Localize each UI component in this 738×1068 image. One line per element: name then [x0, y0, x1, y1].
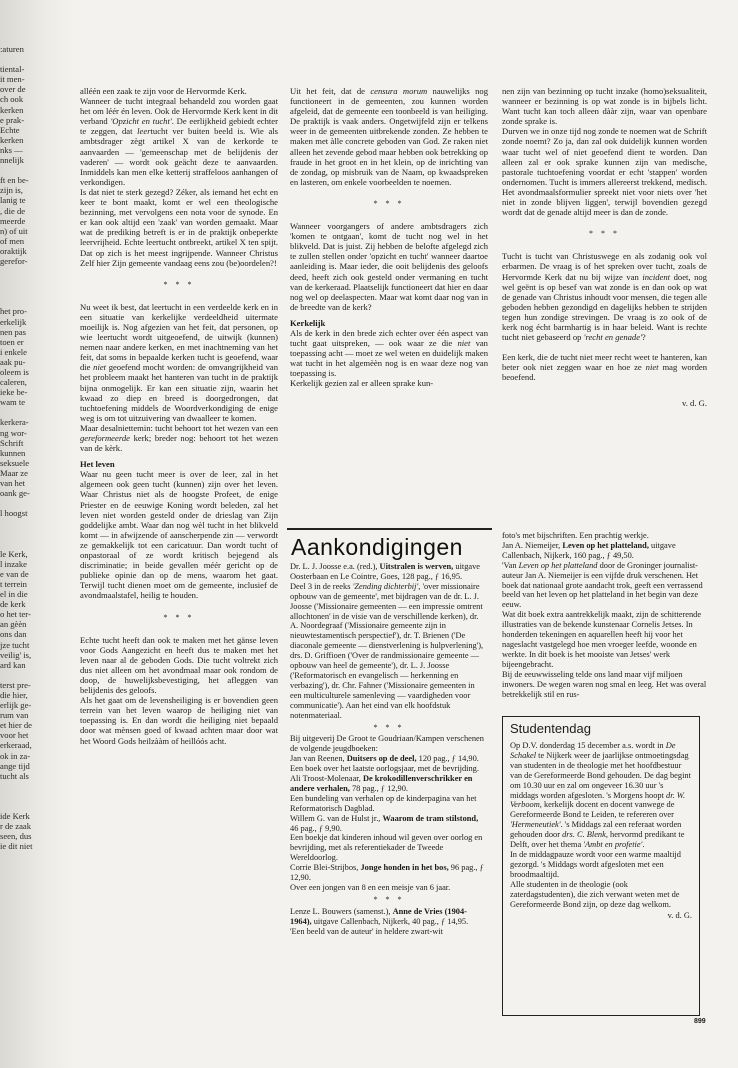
fragment-line: oank ge- [0, 488, 30, 499]
fragment-line: r de zaak [0, 821, 32, 832]
fragment-line: van het [0, 478, 26, 489]
fragment-line: l hoogst [0, 508, 28, 519]
page-number: 899 [694, 1018, 706, 1025]
studentendag-box [502, 716, 700, 1016]
fragment-line: ng wor- [0, 427, 27, 438]
fragment-line: ons dan [0, 629, 27, 640]
fragment-line: l inzake [0, 558, 27, 569]
announcement-entry: Jan A. Niemeijer, Leven op het platteland, uitgave Callenbach, Nijkerk, 160 pag., ƒ 49,50. [502, 540, 676, 560]
fragment-line: voor het [0, 730, 29, 741]
section-divider: * * * [373, 894, 405, 904]
announcement-entry: 'Een beeld van de auteur' in heldere zwart-wit [290, 926, 443, 936]
fragment-line: kerken [0, 104, 24, 115]
paragraph: Tucht is tucht van Christuswege en als zodanig ook vol erbarmen. De vraag is of het spreken over tucht, zoals de Hervormde Kerk dat nu bij wijze van incident doet, nog wel geënt is op besef van wat zonde is en dan ook op wat de genade van Christus inhoudt voor mensen, die tegen alle geboden hebben gezondigd en dagelijks hebben te strijden tegen hun zondige strevingen. De vraag is zo ook of de kerk nog écht barmhartig is in haar beleid. Want is rechte tucht niet gebaseerd op 'recht en genade'? [502, 251, 707, 343]
fragment-line: tucht als [0, 770, 29, 781]
section-divider: * * * [589, 229, 620, 239]
paragraph: Durven we in onze tijd nog zonde te noemen wat de Schrift zonde noemt? Zo ja, dan zal ook duidelijk kunnen worden waar tucht wel of niet geoefend dient te worden. Dan alleen zal er ook sprake kunnen zijn van medische, pastorale tuchtoefening voordat er echt 'stappen' worden ondernomen. Tucht is immers allereerst trekkend, medisch. Het avondmaalsformulier spreekt niet voor niets over 'het niet in zonde blijven liggen', terwijl bovendien gezegd wordt dat de genade altijd meer is dan de zonde. [502, 126, 707, 218]
article-column-3 [502, 86, 707, 409]
fragment-line: an gèèn [0, 619, 27, 630]
fragment-line: t terrein [0, 578, 27, 589]
fragment-line: , die de [0, 205, 26, 216]
fragment-line: lanig te [0, 195, 26, 206]
fragment-line: over de [0, 84, 26, 95]
fragment-line [0, 286, 66, 296]
fragment-line: ft en be- [0, 175, 29, 186]
fragment-line: wam te [0, 397, 26, 408]
fragment-line [0, 670, 66, 680]
announcement-entry: Jan van Reenen, Duitsers op de deel, 120 pag., ƒ 14,90. [290, 754, 479, 764]
fragment-line: n) of uit [0, 225, 28, 236]
announcement-entry: Wat dit boek extra aantrekkelijk maakt, zijn de schitterende illustraties van de bekende kunstenaar Cornelis Jetses. In honderden tekeningen en aquarellen heeft hij voor het nageslacht vastgelegd hoe men vroeger leefde, woonde en werkte. In dit boek is het mooiste van Jetses' werk bijeengebracht. [502, 610, 702, 669]
paragraph: Als de kerk in den brede zich echter over één aspect van tucht gaat uitspreken, — ook waar ze die niet van toepassing acht — moet ze wel weten en duidelijk maken wat tucht in het algemèèn nog is en waar deze nog van toepassing is. [290, 327, 488, 379]
fragment-line [0, 498, 66, 508]
fragment-line: jze tucht [0, 639, 30, 650]
announcement-entry: 'Van Leven op het platteland door de Groninger journalist-auteur Jan A. Niemeijer is een vijfde druk verschenen. Het boek dat nationaal grote aandacht trok, geeft een verrassend beeld van het leven op het platteland in het begin van deze eeuw. [502, 560, 703, 610]
studentendag-signature: v. d. G. [667, 911, 692, 921]
paragraph: In de middagpauze wordt voor een warme maaltijd gezorgd. 's Middags wordt afgesloten met een broodmaaltijd. [510, 849, 681, 879]
fragment-line [0, 165, 66, 175]
fragment-line: seen, dus [0, 831, 32, 842]
fragment-line: meerde [0, 215, 26, 226]
subheading: Kerkelijk [290, 317, 326, 328]
fragment-line: ieke be- [0, 387, 28, 398]
fragment-line: caleren, [0, 377, 27, 388]
announcement-entry: Een bundeling van verhalen op de kinderpagina van het Reformatorisch Dagblad. [290, 793, 477, 813]
announcement-entry: Bij uitgeverij De Groot te Goudriaan/Kampen verschenen de volgende jeugdboeken: [290, 734, 484, 754]
fragment-line: erlijk ge- [0, 700, 32, 711]
announcement-entry: Over een jongen van 8 en een meisje van 6 jaar. [290, 883, 451, 892]
fragment-line [0, 276, 66, 286]
announcement-entry: Ali Troost-Molenaar, De krokodillenverschrikker en andere verhalen, 78 pag., ƒ 12,90. [290, 774, 473, 793]
fragment-line: oraktijk [0, 245, 27, 256]
fragment-line [0, 407, 66, 417]
paragraph: Nu weet ik best, dat leertucht in een verdeelde kerk en in een situatie van kerkelijke verdeeldheid uitermate moeilijk is. Nog afgezien van het feit, dat personen, op wie leertucht wordt uitgeoefend, de uitwijk (kunnen) nemen naar andere kerken, en met inachtneming van het feit, dat soms in bepaalde kerken tucht is geoefend, waar die niet geoefend mocht worden: de omvangrijkheid van het probleem maakt het hanteren van tucht in de praktijk bijna onmogelijk. Er kan een situatie zijn, waarin het kwaad zo diep en breed is doorgedrongen, dat tuchtoefening middels de Woordverkondiging de enige weg is om tot uitzuivering van dwaalleer te komen. [80, 301, 278, 423]
subheading: Het leven [80, 459, 115, 470]
article-column-2 [290, 86, 488, 389]
studentendag-body [510, 741, 692, 921]
announcement-entry: Willem G. van de Hulst jr., Waarom de tram stilstond, 46 pag., ƒ 9,90. [290, 813, 479, 833]
paragraph: Wanneer voorgangers of andere ambtsdragers zich 'komen te ontgaan', komt de tucht nog wel in het blikveld. Dat is juist. Zij hebben de belofte afgelegd zich te zullen stellen onder 'opzicht en tucht' wanneer daartoe aanleiding is. Maar ieder, die ooit belijdenis des geloofs deed, heeft zich ook gesteld onder vermaning en tucht van de kerkeraad. Plaatselijk functioneert dat hier en daar nog wel op deelaspecten. Maar wat komt daar nog van in de breedte van de kerk? [290, 221, 488, 312]
fragment-line: Echte [0, 124, 20, 135]
fragment-line: erkeraad, [0, 740, 32, 751]
section-divider: * * * [163, 279, 195, 289]
fragment-line [0, 539, 66, 549]
fragment-line: tiental- [0, 64, 25, 75]
announcement-entry: Dr. L. J. Joosse e.a. (red.), Uitstralen is werven, uitgave Oosterbaan en Le Cointre, Goes, 128 pag., ƒ 16,95. [290, 562, 481, 581]
paragraph: nen zijn van bezinning op tucht inzake (homo)seksualiteit, wanneer er bezinning is op wat zonde is in bijbels licht. Want tucht kan toch alleen dààr zijn, waar van openbare zonde sprake is. [502, 86, 707, 127]
paragraph: alléén een zaak te zijn voor de Hervormde Kerk. [80, 86, 247, 96]
fragment-line [0, 801, 66, 811]
fragment-line: gerefor- [0, 255, 28, 266]
fragment-line: i enkele [0, 346, 27, 357]
paragraph: Is dat niet te sterk gezegd? Zéker, als iemand het echt en keer te bont maakt, komt er wel een theologische bezinning, met vervolgens een nota voor de synode. En er kan ook altijd een 'zaak' van worden gemaakt. Maar wat de prediking betreft is er in de praktijk onbeperkte leervrijheid. Echte leertucht ontbreekt, artikel X ten spijt. Dat op zich is het meest ingrijpende. Wanneer Christus Zelf hier Zijn gemeente vandaag eens zou (be)oordelen?! [80, 186, 278, 268]
announcements-rule [287, 528, 492, 530]
announcement-entry: Deel 3 in de reeks 'Zending dichterbij', 'over missionaire opbouw van de gemeente', met bijdragen van de dr. L. J. Joosse ('Missionaire gemeenten — een impressie omtrent allochtonen' in de visie van de verschillende kerken), dr. A. Noordegraaf ('Missionaire gemeente zijn in nieuwtestamentisch perspectief'), dr. T. Brienen ('De diaconale gemeente — dienstverlening is hulpverlening'), drs. D. Griffioen ('Over de randmissionaire gemeente — opbouw van heel de gemeente'), dr. L. J. Joosse ('Reformatorisch en evangelisch — herkenning en verbazing'), dr. Chr. Fahner ('Missionaire gemeenten in een multiculturele samenleving — vaardigheden voor communicatie'). Aan het eind van elk hoofdstuk notenmateriaal. [290, 581, 484, 720]
fragment-line: veilig' is, [0, 649, 32, 660]
fragment-line [0, 266, 66, 276]
fragment-line: de kerk [0, 599, 26, 610]
announcement-entry: foto's met bijschriften. Een prachtig werkje. [502, 531, 649, 540]
paragraph: Kerkelijk gezien zal er alleen sprake kun- [290, 378, 434, 389]
fragment-line: erkelijk [0, 316, 27, 327]
fragment-line: seksuele [0, 457, 30, 468]
section-divider: * * * [373, 198, 405, 208]
fragment-line [0, 54, 66, 64]
paragraph: Maar desalniettemin: tucht behoort tot het wezen van een gereformeerde kerk; breder nog: behoort tot het wezen van de kèrk. [80, 422, 278, 454]
announcement-entry: Een boek over het laatste oorlogsjaar, met de bevrijding. [290, 764, 479, 774]
fragment-line: het pro- [0, 306, 27, 317]
fragment-line: ok in za- [0, 750, 31, 761]
announcements-column-1 [290, 562, 488, 937]
fragment-line: ard kan [0, 659, 26, 670]
fragment-line: ange tijd [0, 760, 30, 771]
article-column-1 [80, 86, 278, 746]
fragment-line: el in die [0, 589, 28, 600]
fragment-line: le Kerk, [0, 548, 28, 559]
fragment-line: aak pu- [0, 356, 26, 367]
paragraph: Alle studenten in de theologie (ook zaterdagstudenten), die zich verwant weten met de Gereformeerde Bond zijn, op deze dag welkom. [510, 879, 680, 909]
paragraph: Als het gaat om de levensheiliging is er bovendien geen terrein van het leven waarop de heiliging niet van toepassing is. En dan wordt die heiliging niet bepaald door wat mènsen goed of kwaad achten maar door wat het Woord Gods heilzààm of heillóós acht. [80, 695, 278, 746]
fragment-line: e prak- [0, 114, 25, 125]
fragment-line: terst pre- [0, 679, 31, 690]
fragment-line: rum van [0, 710, 29, 721]
fragment-line [0, 529, 66, 539]
fragment-line [0, 791, 66, 801]
article-signature: v. d. G. [682, 398, 707, 409]
paragraph: Uit het feit, dat de censura morum nauwelijks nog functioneert in de gemeenten, zou kunnen worden afgeleid, dat de gemeente een toonbeeld is van heiliging. De praktijk is vaak anders. Ongetwijfeld zijn er telkens weer in de gemeenten uitbrekende zonden. Ze hebben te maken met àlle concrete geboden van God. Ze raken niet alleen het zevende gebod maar hebben ook betrekking op fraude in het groot en in het klein, op de inrichting van de zondag, op misbruik van de Naam, op kwaadspreken en lasteren, om enkele voorbeelden te noemen. [290, 86, 488, 187]
fragment-line [0, 296, 66, 306]
paragraph: Echte tucht heeft dan ook te maken met het gänse leven voor Gods Aangezicht en heeft dus te maken met het leven naar al de geboden Gods. Die tucht voltrekt zich dus niet alleen om het avondmaal maar ook rondom de doop, de huwelijksbevestiging, het afleggen van belijdenis des geloofs. [80, 634, 278, 696]
fragment-line: kerkera- [0, 417, 29, 428]
fragment-line: Schrift [0, 437, 24, 448]
fragment-line: et hier de [0, 720, 32, 731]
fragment-line: kunnen [0, 447, 26, 458]
paragraph: Op D.V. donderdag 15 december a.s. wordt in De Schakel te Nijkerk weer de jaarlijkse ontmoetingsdag van studenten in de theologie met het hoofdbestuur van de Gereformeerde Bond gehouden. De dag begint om 10.30 uur en zal om ongeveer 16.30 uur 's middags worden afgesloten. 's Morgens hoopt dr. W. Verboom, kerkelijk docent en docent vanwege de Gereformeerde Bond te Leiden, te refereren over 'Hermeneutiek'. 's Middags zal een referaat worden gehouden door drs. C. Blenk, hervormd predikant te Delft, over het thema 'Ambt en profetie'. [510, 741, 691, 850]
fragment-line: die hier, [0, 690, 28, 700]
fragment-line: of men [0, 235, 25, 246]
announcement-entry: Lenze L. Bouwers (samenst.), Anne de Vries (1904-1964), uitgave Callenbach, Nijkerk, 40 pag., ƒ 14,95. [290, 906, 469, 926]
fragment-line: oleem is [0, 367, 29, 377]
studentendag-title: Studentendag [510, 721, 591, 736]
fragment-line: ie dit niet [0, 841, 33, 852]
fragment-line: nks — [0, 144, 23, 155]
fragment-line [0, 518, 66, 528]
fragment-line: zijn is, [0, 185, 23, 196]
fragment-line: Maar ze [0, 467, 28, 478]
fragment-line: nen pas [0, 326, 27, 337]
paragraph: Wanneer de tucht integraal behandeld zou worden gaat het om léér én leven. Ook de Hervormde Kerk kent in dit verband 'Opzicht en tucht'. De eerlijkheid gebiedt echter te zeggen, dat leertucht ver buiten beeld is. Wie als ambtsdrager zègt artikel X van de kerkorde te aanvaarden — 'gemeenschap met de belijdenis der vaderen' — wordt ook geächt deze te aanvaarden. Inmiddels kan men elke ketterij straffeloos aanhangen of verkondigen. [80, 96, 278, 187]
fragment-line: o het ter- [0, 609, 31, 620]
section-divider: * * * [373, 722, 405, 732]
fragment-line: it men- [0, 74, 25, 85]
fragment-line: ch ook [0, 94, 24, 105]
fragment-line: ide Kerk [0, 811, 30, 822]
fragment-line: :aturen [0, 44, 24, 54]
announcements-title: Aankondigingen [291, 534, 463, 560]
announcement-entry: Een boekje dat kinderen inhoud wil geven over oorlog en bevrijding, met als referentiekader de Tweede Wereldoorlog. [290, 833, 483, 863]
section-divider: * * * [163, 612, 195, 622]
announcement-entry: Corrie Blei-Strijbos, Jonge honden in het bos, 96 pag., ƒ 12,90. [290, 863, 484, 883]
fragment-line: e van de [0, 568, 29, 579]
fragment-line: kerken [0, 134, 24, 145]
announcements-column-2 [502, 531, 707, 699]
previous-page-fragments [0, 44, 66, 852]
fragment-line: nnelijk [0, 155, 24, 166]
paragraph: Waar nu geen tucht meer is over de leer, zal in het algemeen ook geen tucht (kunnen) zijn over het leven. Waar Christus niet als de hoogste Profeet, de enige Priester en de eeuwige Koning wordt beleden, zal het leven niet worden gesteld onder de drieslag van Zijn goddelijke ambt. Waar dan nog wèl tucht in het blikveld komt — in afwijzende of aanscherpende zin — verwordt ze gemakkelijk tot een caricatuur. Dan wordt tucht of onpastoraal of ze wordt kritisch bejegend als discriminatie; in beide gevallen méér gericht op de publieke opinie dan op de mens, waarom het gaat. Terwijl tucht dienen moet om de gemeente, inclusief de avondmaalstafel, heilig te houden. [80, 469, 278, 601]
fragment-line [0, 781, 66, 791]
announcement-entry: Bij de eeuwwisseling telde ons land maar vijf miljoen inwoners. De wegen waren nog smal en leeg. Het was overal betrekkelijk stil en rus- [502, 669, 707, 699]
fragment-line: toen er [0, 336, 24, 347]
paragraph: Een kerk, die de tucht niet meer recht weet te hanteren, kan beter ook niet zeggen waar en hoe ze niet mag worden beoefend. [502, 352, 707, 383]
